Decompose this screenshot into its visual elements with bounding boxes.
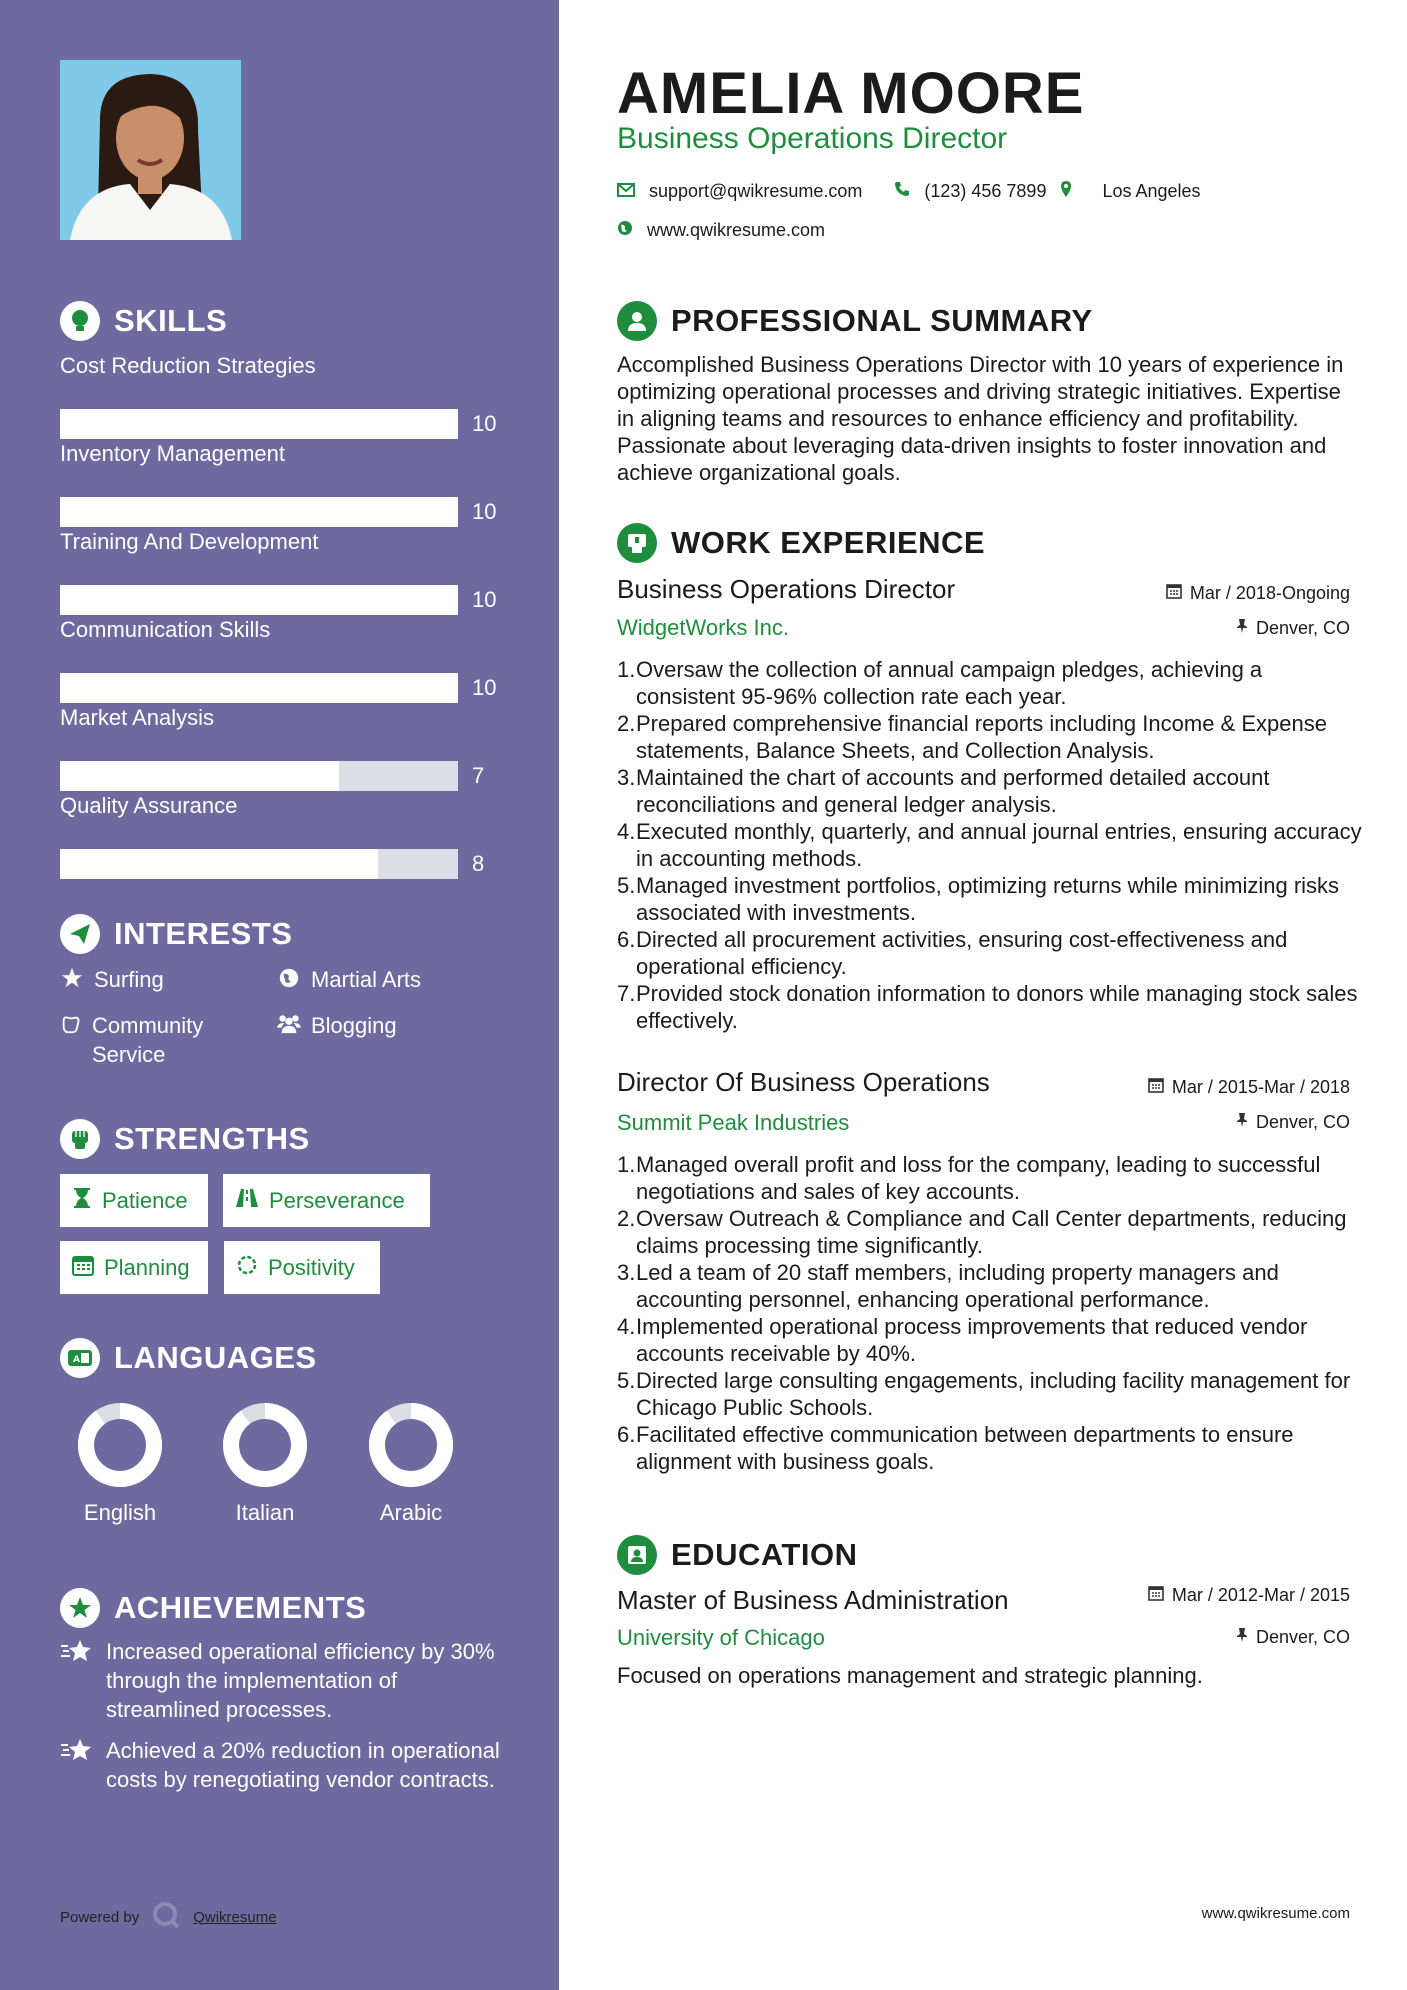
contact-row [617, 180, 1201, 203]
interest-label: Surfing [94, 967, 164, 992]
powered-by [60, 1900, 277, 1934]
language-ring [222, 1402, 308, 1488]
duty-number: 5. [617, 1368, 636, 1393]
skill-name: Market Analysis [60, 705, 215, 730]
achievements-heading [60, 1588, 366, 1628]
duty-item [617, 926, 1362, 980]
skill-item [60, 351, 500, 436]
pin-icon [1236, 1627, 1248, 1648]
skills-heading-text: SKILLS [114, 303, 228, 338]
job-dates-text: Mar / 2018-Ongoing [1189, 583, 1350, 603]
skill-item [60, 615, 500, 700]
skill-bar [60, 497, 458, 527]
language-ring [77, 1402, 163, 1488]
skill-level: 7 [472, 763, 485, 788]
degree-title: Master of Business Administration [617, 1585, 1009, 1615]
skill-bar-fill [60, 497, 458, 527]
group-icon [277, 1011, 301, 1040]
languages-heading-text: LANGUAGES [114, 1340, 317, 1375]
skill-item [60, 791, 500, 876]
summary-text: Accomplished Business Operations Director with 10 years of experience in optimizing operational processes and driving strategic initiatives. Expertise in aligning teams and resources to enhance efficiency and profitability. Passionate about leveraging data-driven insights to foster innovation and achieve organizational goals. [617, 352, 1344, 485]
skill-bar-fill [60, 585, 458, 615]
achievement-item [60, 1736, 500, 1794]
graduate-icon [617, 1535, 657, 1575]
skill-bar [60, 409, 458, 439]
strength-tag [223, 1174, 430, 1227]
job-location [1236, 618, 1350, 639]
powered-by-label: Powered by [60, 1908, 140, 1926]
strength-tag [224, 1241, 380, 1294]
footer-website[interactable]: www.qwikresume.com [1201, 1905, 1350, 1922]
skill-level: 10 [472, 587, 497, 612]
duty-number: 1. [617, 1152, 636, 1177]
company-name: WidgetWorks Inc. [617, 615, 789, 640]
language-ring [368, 1402, 454, 1488]
job-dates [1166, 583, 1350, 604]
duty-number: 2. [617, 1206, 636, 1231]
interest-label: Community Service [92, 1013, 204, 1067]
skill-name: Communication Skills [60, 617, 271, 642]
duty-text: Directed all procurement activities, ensuring cost-effectiveness and operational efficiency. [636, 927, 1288, 979]
skill-bar-fill [60, 761, 339, 791]
briefcase-icon [617, 523, 657, 563]
education-heading-text: EDUCATION [671, 1537, 858, 1572]
achievement-text: Increased operational efficiency by 30% through the implementation of streamlined processes. [106, 1639, 495, 1722]
award-star-icon [60, 1588, 100, 1628]
strength-label: Positivity [268, 1254, 355, 1280]
education-dates-text: Mar / 2012-Mar / 2015 [1171, 1585, 1350, 1605]
fist-icon [60, 1119, 100, 1159]
duty-item [617, 1259, 1362, 1313]
duty-text: Directed large consulting engagements, including facility management for Chicago Public Schools. [636, 1368, 1351, 1420]
phone-icon [894, 181, 910, 202]
education-dates [1148, 1585, 1350, 1606]
achievements-heading-text: ACHIEVEMENTS [114, 1590, 367, 1625]
language-item [55, 1402, 185, 1526]
job-title: Business Operations Director [617, 574, 956, 604]
interest-label: Blogging [311, 1013, 397, 1038]
duty-number: 2. [617, 711, 636, 736]
education-location [1236, 1627, 1350, 1648]
road-icon [235, 1188, 259, 1213]
strength-tag [60, 1241, 208, 1294]
skill-bar [60, 761, 458, 791]
job-location-text: Denver, CO [1255, 618, 1350, 638]
duty-item [617, 818, 1362, 872]
duty-number: 7. [617, 981, 636, 1006]
language-item [346, 1402, 476, 1526]
summary-heading [617, 301, 1093, 341]
duty-number: 6. [617, 927, 636, 952]
interests-heading-text: INTERESTS [114, 916, 293, 951]
skill-name: Cost Reduction Strategies [60, 353, 316, 378]
interest-item [60, 965, 164, 994]
interest-item [277, 1011, 397, 1040]
languages-heading [60, 1338, 317, 1378]
duty-text: Oversaw Outreach & Compliance and Call Center departments, reducing claims processing time significantly. [636, 1206, 1347, 1258]
interest-item [60, 1011, 240, 1069]
duty-item [617, 1151, 1362, 1205]
language-name: Arabic [379, 1500, 443, 1525]
circle-notch-icon [236, 1254, 258, 1281]
achievement-item [60, 1637, 500, 1724]
location-text: Los Angeles [1102, 181, 1201, 201]
job-dates [1148, 1077, 1350, 1098]
interest-label: Martial Arts [311, 967, 422, 992]
qwikresume-logo-icon [151, 1900, 181, 1934]
skill-bar [60, 849, 458, 879]
duty-text: Maintained the chart of accounts and performed detailed account reconciliations and general ledger analysis. [636, 765, 1270, 817]
skill-item [60, 439, 500, 524]
shooting-star-icon [60, 1736, 94, 1794]
candidate-title: Business Operations Director [617, 122, 1008, 155]
shooting-star-icon [60, 1637, 94, 1724]
interest-item [277, 965, 421, 994]
calendar-icon [1148, 1077, 1164, 1098]
skill-item [60, 703, 500, 788]
email-link[interactable]: support@qwikresume.com [649, 181, 863, 201]
calendar-icon [1166, 583, 1182, 604]
skill-bar [60, 585, 458, 615]
job-dates-text: Mar / 2015-Mar / 2018 [1171, 1077, 1350, 1097]
experience-heading [617, 523, 985, 563]
duty-number: 3. [617, 765, 636, 790]
duty-text: Implemented operational process improvements that reduced vendor accounts receivable by 40%. [636, 1314, 1308, 1366]
user-icon [617, 301, 657, 341]
duty-text: Facilitated effective communication between departments to ensure alignment with business goals. [636, 1422, 1294, 1474]
duty-item [617, 764, 1362, 818]
calendar-icon [1148, 1585, 1164, 1606]
duty-item [617, 1205, 1362, 1259]
phone-number: (123) 456 7899 [924, 181, 1047, 201]
skill-name: Inventory Management [60, 441, 286, 466]
duty-text: Executed monthly, quarterly, and annual journal entries, ensuring accuracy in accounting methods. [636, 819, 1362, 871]
achievement-text: Achieved a 20% reduction in operational costs by renegotiating vendor contracts. [106, 1738, 500, 1792]
envelope-icon [617, 181, 635, 202]
language-name: Italian [235, 1500, 295, 1525]
education-location-text: Denver, CO [1255, 1627, 1350, 1647]
lightbulb-icon [60, 301, 100, 341]
experience-heading-text: WORK EXPERIENCE [671, 525, 986, 560]
duty-item [617, 1421, 1362, 1475]
skills-heading [60, 301, 227, 341]
skill-bar [60, 673, 458, 703]
duty-item [617, 980, 1362, 1034]
interests-heading [60, 914, 292, 954]
school-name: University of Chicago [617, 1625, 825, 1650]
pin-icon [1236, 1112, 1248, 1133]
duty-number: 4. [617, 1314, 636, 1339]
profile-photo [60, 60, 241, 240]
star-icon [60, 965, 84, 994]
candidate-name: AMELIA MOORE [617, 61, 1085, 126]
strength-label: Planning [104, 1254, 190, 1280]
duty-text: Led a team of 20 staff members, including property managers and accounting personnel, enhancing operational performance. [636, 1260, 1279, 1312]
duty-number: 1. [617, 657, 636, 682]
skill-item [60, 527, 500, 612]
company-name: Summit Peak Industries [617, 1110, 850, 1135]
skill-bar-fill [60, 673, 458, 703]
main-content [559, 0, 1407, 1990]
strength-label: Perseverance [269, 1187, 405, 1213]
strengths-heading-text: STRENGTHS [114, 1121, 310, 1156]
hourglass-icon [72, 1187, 92, 1214]
language-icon [60, 1338, 100, 1378]
job-location [1236, 1112, 1350, 1133]
duty-number: 4. [617, 819, 636, 844]
duty-text: Managed overall profit and loss for the company, leading to successful negotiations and sales of key accounts. [636, 1152, 1321, 1204]
duty-item [617, 656, 1362, 710]
job-duties [617, 1151, 1362, 1475]
globe-icon [277, 965, 301, 994]
skill-name: Training And Development [60, 529, 319, 554]
duty-number: 6. [617, 1422, 636, 1447]
website-link[interactable]: www.qwikresume.com [647, 220, 826, 240]
duty-item [617, 710, 1362, 764]
duty-text: Provided stock donation information to donors while managing stock sales effectively. [636, 981, 1358, 1033]
skill-name: Quality Assurance [60, 793, 238, 818]
duty-text: Prepared comprehensive financial reports including Income & Expense statements, Balance Sheets, and Collection Analysis. [636, 711, 1327, 763]
education-heading [617, 1535, 857, 1575]
duty-number: 3. [617, 1260, 636, 1285]
duty-text: Oversaw the collection of annual campaign pledges, achieving a consistent 95-96% collection rate each year. [636, 657, 1263, 709]
skill-bar-fill [60, 849, 378, 879]
job-title: Director Of Business Operations [617, 1067, 990, 1097]
language-name: English [83, 1500, 157, 1525]
skill-level: 10 [472, 675, 497, 700]
qwikresume-link[interactable]: Qwikresume [193, 1908, 277, 1926]
language-item [200, 1402, 330, 1526]
svg-text:A: A [73, 1355, 80, 1365]
sidebar [0, 0, 559, 1990]
skill-level: 10 [472, 499, 497, 524]
strengths-heading [60, 1119, 310, 1159]
skill-level: 10 [472, 411, 497, 436]
duty-item [617, 1313, 1362, 1367]
duty-number: 5. [617, 873, 636, 898]
globe-icon [617, 220, 633, 241]
skill-bar-fill [60, 409, 458, 439]
pin-icon [1236, 618, 1248, 639]
job-location-text: Denver, CO [1255, 1112, 1350, 1132]
duty-text: Managed investment portfolios, optimizing returns while minimizing risks associated with investments. [636, 873, 1340, 925]
job-duties [617, 656, 1362, 1034]
hand-icon [60, 1011, 82, 1069]
education-description: Focused on operations management and strategic planning. [617, 1663, 1203, 1688]
skill-level: 8 [472, 851, 485, 876]
summary-heading-text: PROFESSIONAL SUMMARY [671, 303, 1093, 338]
calendar-icon [72, 1254, 94, 1281]
duty-item [617, 1367, 1362, 1421]
map-marker-icon [1060, 180, 1072, 203]
website-row [617, 220, 825, 241]
strength-label: Patience [102, 1187, 188, 1213]
paper-plane-icon [60, 914, 100, 954]
strength-tag [60, 1174, 208, 1227]
duty-item [617, 872, 1362, 926]
